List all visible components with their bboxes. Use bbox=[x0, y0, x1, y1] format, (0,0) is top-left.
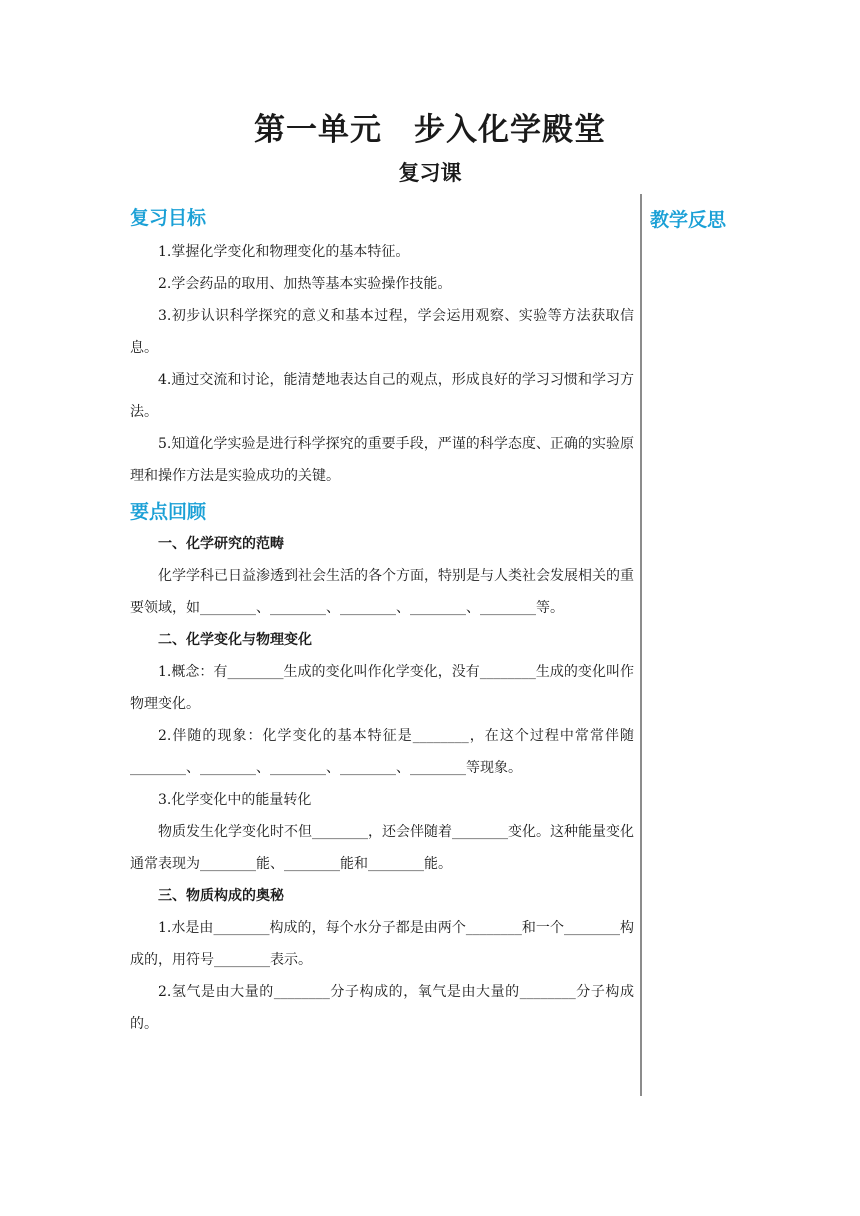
goal-item: 3.初步认识科学探究的意义和基本过程，学会运用观察、实验等方法获取信息。 bbox=[130, 308, 634, 356]
goal-item: 5.知道化学实验是进行科学探究的重要手段，严谨的科学态度、正确的实验原理和操作方法是实验成功的关键。 bbox=[130, 436, 634, 484]
goal-item: 1.掌握化学变化和物理变化的基本特征。 bbox=[158, 244, 410, 260]
main-column bbox=[130, 204, 634, 1040]
fill-in-paragraph: 1.概念：有________生成的变化叫作化学变化，没有________生成的变化叫作物理变化。 bbox=[130, 664, 634, 712]
goal-item: 2.学会药品的取用、加热等基本实验操作技能。 bbox=[158, 276, 452, 292]
goal-item: 4.通过交流和讨论，能清楚地表达自己的观点，形成良好的学习习惯和学习方法。 bbox=[130, 372, 634, 420]
page-title: 第一单元 步入化学殿堂 bbox=[254, 112, 606, 148]
section-title: 三、物质构成的奥秘 bbox=[158, 888, 284, 904]
section-title: 一、化学研究的范畴 bbox=[158, 536, 284, 552]
key-points-heading: 要点回顾 bbox=[130, 501, 207, 523]
section-title: 二、化学变化与物理变化 bbox=[158, 632, 312, 648]
fill-in-paragraph: 2.伴随的现象：化学变化的基本特征是________，在这个过程中常常伴随________、________、________、________、________等现象。 bbox=[130, 728, 634, 776]
fill-in-paragraph: 化学学科已日益渗透到社会生活的各个方面，特别是与人类社会发展相关的重要领域，如________、________、________、________、________等。 bbox=[130, 568, 634, 616]
fill-in-paragraph: 2.氢气是由大量的________分子构成的，氧气是由大量的________分子构成的。 bbox=[130, 984, 634, 1032]
column-divider bbox=[640, 194, 642, 1096]
teaching-reflection-heading: 教学反思 bbox=[650, 209, 727, 231]
review-goals-heading: 复习目标 bbox=[130, 207, 207, 229]
fill-in-paragraph: 物质发生化学变化时不但________，还会伴随着________变化。这种能量变化通常表现为________能、________能和________能。 bbox=[130, 824, 634, 872]
page-subtitle: 复习课 bbox=[398, 161, 462, 185]
subsection-title: 3.化学变化中的能量转化 bbox=[158, 792, 312, 808]
fill-in-paragraph: 1.水是由________构成的，每个水分子都是由两个________和一个________构成的，用符号________表示。 bbox=[130, 920, 634, 968]
